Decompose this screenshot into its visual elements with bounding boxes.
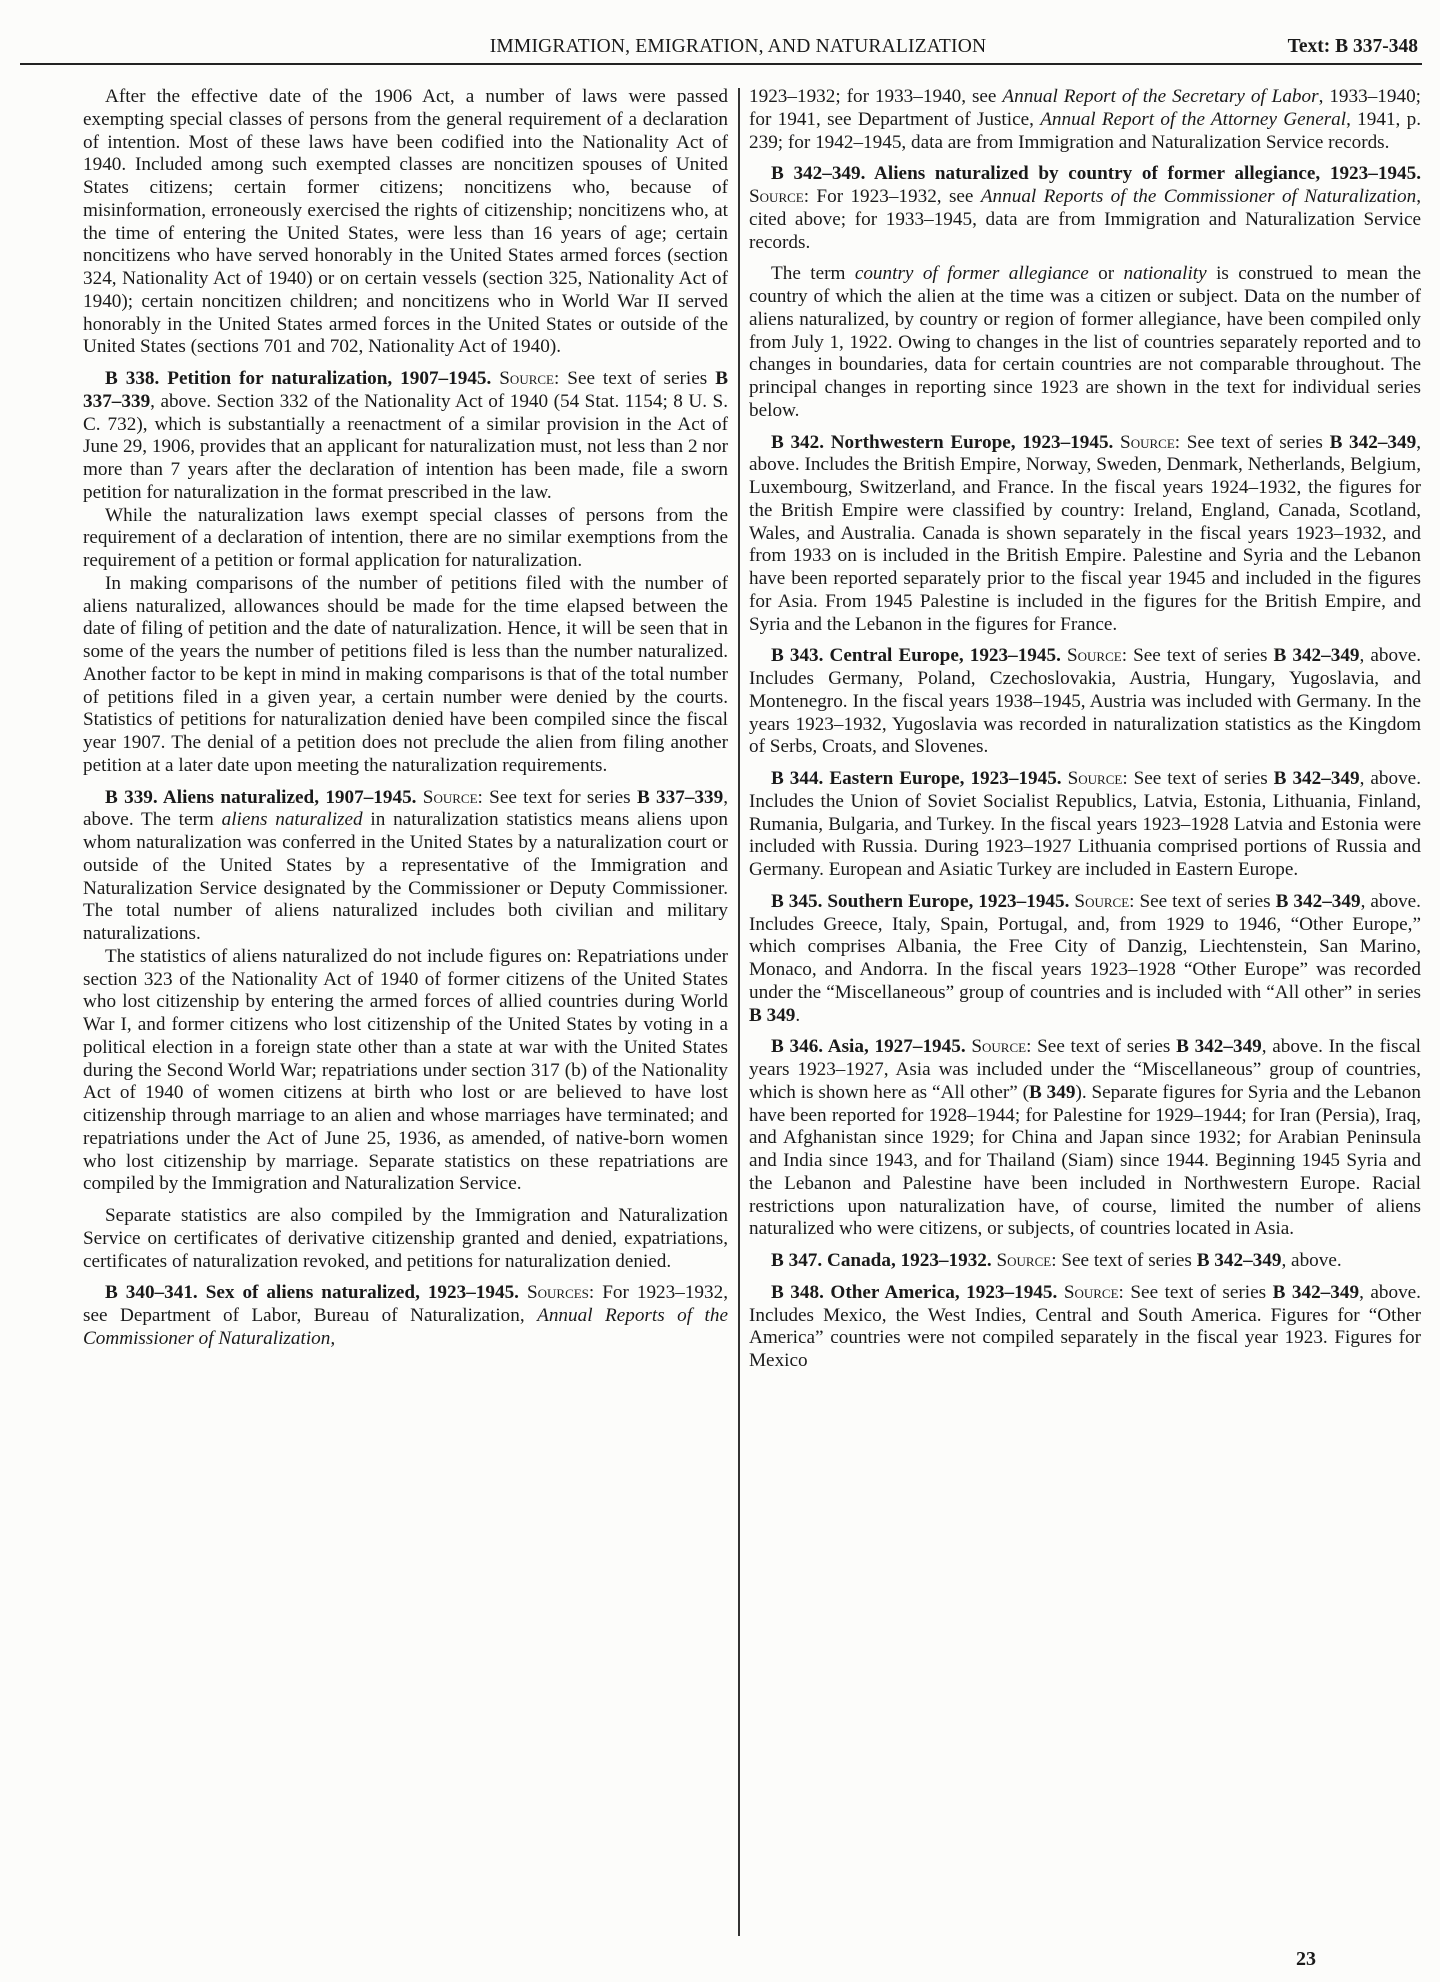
section-b345 bbox=[749, 891, 1421, 1028]
section-heading: B 342–349. Aliens naturalized by country of former allegiance, 1923–1945. bbox=[771, 163, 1421, 185]
section-text: : For 1923–1932, see Department of Labor, Bureau of Naturalization, bbox=[83, 1282, 728, 1326]
source-label: Source bbox=[971, 1036, 1027, 1058]
source-label: Source bbox=[499, 368, 554, 389]
section-text: , above. The term bbox=[83, 786, 728, 831]
section-text: ). Separate figures for Syria and the Lebanon have been reported for 1928–1944; for Palestine for 1929–1944; for Iran (Persia), Iraq, and Afghanistan since 1929; for China and Japan since 1932; for Arabian Peninsula and India since 1943, and for Thailand (Siam) since 1944. Beginning 1945 Syria and the Lebanon and Palestine have been included in Northwestern Europe. Racial restrictions upon naturalization have, of course, limited the number of aliens naturalized who were citizens, or subjects, of countries located in Asia. bbox=[749, 1081, 1421, 1240]
section-text: , above. Includes Greece, Italy, Spain, Portugal, and, from 1929 to 1946, “Other Europe,” which comprises Albania, the Free City of Danzig, Liechtenstein, San Marino, Monaco, and Andorra. In the fiscal years 1923–1928 “Other Europe” was recorded under the “Miscellaneous” group of countries and is included with “All other” in series bbox=[749, 890, 1421, 1003]
column-divider bbox=[738, 88, 740, 1936]
section-text: , 1933–1940; for 1941, see Department of Justice, bbox=[749, 86, 1421, 130]
section-text: : See text of series bbox=[554, 368, 716, 389]
section-b346 bbox=[749, 1036, 1421, 1241]
paragraph-comparisons: In making comparisons of the number of petitions filed with the number of aliens naturalized, allowances should be made for the time elapsed between the date of filing of petition and the date of naturalization. Hence, it will be seen that in some of the years the number of petitions filed is less than the number naturalized. Another factor to be kept in mind in making comparisons is that of the total number of petitions filed in a given year, a certain number were denied by the courts. Statistics of petitions for naturalization denied have been compiled since the fiscal year 1907. The denial of a petition does not preclude the alien from filing another petition at a later date upon meeting the naturalization requirements. bbox=[83, 572, 728, 776]
section-text: : See text of series bbox=[1118, 1281, 1273, 1303]
paragraph-no-exemptions: While the naturalization laws exempt special classes of persons from the requirement of a declaration of intention, there are no similar exemptions from the requirement of a petition or formal application for naturalization. bbox=[83, 504, 728, 571]
series-ref: B 342–349 bbox=[1273, 645, 1360, 667]
paragraph-country-definition bbox=[749, 263, 1421, 422]
section-text: , above. Section 332 of the Nationality Act of 1940 (54 Stat. 1154; 8 U. S. C. 732), which is substantially a reenactment of a similar provision in the Act of June 29, 1906, provides that an applicant for naturalization must, not less than 2 nor more than 7 years after the declaration of intention has been made, file a sworn petition for naturalization in the format prescribed in the law. bbox=[83, 390, 728, 503]
section-text: is construed to mean the country of which the alien at the time was a citizen or subject. Data on the number of aliens naturalized, by country or region of former allegiance, have been compiled only from July 1, 1922. Owing to changes in the list of countries separately reported and to changes in boundaries, data for certain countries are not comparable throughout. The principal changes in reporting since 1923 are shown in the text for individual series below. bbox=[749, 263, 1421, 421]
section-heading: B 345. Southern Europe, 1923–1945. bbox=[771, 890, 1070, 912]
series-ref: B 349 bbox=[1029, 1081, 1076, 1103]
section-text: , above. In the fiscal years 1923–1927, Asia was included under the “Miscellaneous” group of countries, which is shown here as “All other” ( bbox=[749, 1036, 1421, 1103]
section-b343 bbox=[749, 645, 1421, 759]
section-heading: B 340–341. Sex of aliens naturalized, 1923–1945. bbox=[105, 1282, 519, 1304]
section-heading: B 342. Northwestern Europe, 1923–1945. bbox=[771, 431, 1114, 453]
source-label: Source bbox=[1067, 768, 1123, 789]
section-text: , above. Includes Mexico, the West Indies, Central and South America. Figures for “Other America” countries were not compiled separately in the fiscal year 1923. Figures for Mexico bbox=[749, 1281, 1421, 1371]
defined-term: country of former allegiance bbox=[854, 263, 1089, 285]
section-text: : See text of series bbox=[1026, 1036, 1177, 1058]
series-ref: B 337–339 bbox=[636, 786, 724, 808]
series-ref: B 342–349 bbox=[1272, 1281, 1360, 1303]
section-b340-341-continued bbox=[749, 86, 1421, 154]
section-text: : See text for series bbox=[477, 786, 637, 808]
section-text: : For 1923–1932, see bbox=[803, 186, 981, 207]
section-text: , above. bbox=[1281, 1250, 1342, 1271]
source-label: Source bbox=[1074, 890, 1130, 912]
section-text: or bbox=[1088, 263, 1124, 285]
section-text: , cited above; for 1933–1945, data are from Immigration and Naturalization Service records. bbox=[749, 186, 1421, 253]
source-label: Source bbox=[996, 1250, 1052, 1271]
cited-title: Annual Report of the Secretary of Labor bbox=[1002, 86, 1319, 107]
cited-title: Annual Reports of the Commissioner of Naturalization bbox=[980, 186, 1417, 207]
section-text: : See text of series bbox=[1051, 1250, 1197, 1271]
series-ref: B 342–349 bbox=[1275, 890, 1361, 912]
section-b344 bbox=[749, 768, 1421, 882]
header-rule bbox=[20, 63, 1422, 65]
source-label: Source bbox=[1066, 645, 1122, 667]
cited-title: Annual Reports of the Commissioner of Naturalization, bbox=[83, 1305, 728, 1349]
source-label: Source bbox=[422, 786, 478, 808]
section-text: . bbox=[795, 1004, 801, 1026]
page-title: IMMIGRATION, EMIGRATION, AND NATURALIZATION bbox=[489, 36, 987, 57]
section-heading: B 338. Petition for naturalization, 1907–1945. bbox=[105, 368, 492, 389]
section-text: , 1941, p. 239; for 1942–1945, data are from Immigration and Naturalization Service records. bbox=[749, 108, 1421, 153]
defined-term: aliens naturalized bbox=[221, 809, 363, 831]
series-ref: B 342–349 bbox=[1273, 768, 1360, 789]
section-text: The term bbox=[771, 263, 855, 285]
left-column bbox=[83, 86, 728, 1351]
paragraph-exempted-classes: After the effective date of the 1906 Act, a number of laws were passed exempting special classes of persons from the general requirement of a declaration of intention. Most of these laws have been codified into the Nationality Act of 1940. Included among such exempted classes are noncitizen spouses of United States citizens; certain former citizens; noncitizens who, because of misinformation, erroneously exercised the rights of citizenship; noncitizens who, at the time of entering the United States, were less than 16 years of age; certain noncitizens who have served honorably in the United States armed forces (section 324, Nationality Act of 1940) or on certain vessels (section 325, Nationality Act of 1940); certain noncitizen children; and noncitizens who in World War II served honorably in the United States armed forces in the United States or outside of the United States (sections 701 and 702, Nationality Act of 1940). bbox=[83, 86, 728, 358]
section-b342-349 bbox=[749, 163, 1421, 254]
section-text: : See text of series bbox=[1121, 645, 1274, 667]
section-heading: B 347. Canada, 1923–1932. bbox=[771, 1250, 992, 1271]
section-b348 bbox=[749, 1282, 1421, 1373]
section-b339 bbox=[83, 787, 728, 946]
section-text: , above. Includes the British Empire, Norway, Sweden, Denmark, Netherlands, Belgium, Luxembourg, Switzerland, and France. In the fiscal years 1924–1932, the figures for the British Empire were classified by country: Ireland, England, Canada, Scotland, Wales, and Australia. Canada is shown separately in the fiscal years 1923–1932, and from 1933 on is included in the British Empire. Palestine and Syria and the Lebanon have been reported separately prior to the fiscal year 1945 and included in the figures for Asia. From 1945 Palestine is included in the figures for the British Empire, and Syria and the Lebanon in the figures for France. bbox=[749, 431, 1421, 635]
series-ref: B 349 bbox=[749, 1004, 796, 1026]
series-ref: B 337–339 bbox=[83, 368, 728, 412]
section-heading: B 346. Asia, 1927–1945. bbox=[771, 1036, 966, 1058]
section-text: 1923–1932; for 1933–1940, see bbox=[749, 86, 1003, 107]
section-b347 bbox=[749, 1250, 1421, 1273]
source-label: Sources bbox=[526, 1282, 589, 1304]
section-b338 bbox=[83, 368, 728, 505]
right-column bbox=[749, 86, 1421, 1373]
paragraph-separate-statistics: Separate statistics are also compiled by the Immigration and Naturalization Service on certificates of derivative citizenship granted and denied, expatriations, certificates of naturalization revoked, and petitions for naturalization denied. bbox=[83, 1205, 728, 1272]
cited-title: Annual Report of the Attorney General bbox=[1040, 108, 1347, 130]
paragraph-repatriations: The statistics of aliens naturalized do not include figures on: Repatriations under section 323 of the Nationality Act of 1940 of former citizens of the United States who lost citizenship by entering the armed forces of allied countries during World War I, and former citizens who lost citizenship of the United States by voting in a political election in a foreign state other than a state at war with the United States during the Second World War; repatriations under section 317 (b) of the Nationality Act of 1940 of women citizens at birth who lost or are believed to have lost citizenship through marriage to an alien and whose marriages have terminated; and repatriations under the Act of June 25, 1936, as amended, of native-born women who lost citizenship by marriage. Separate statistics on these repatriations are compiled by the Immigration and Naturalization Service. bbox=[83, 945, 728, 1195]
section-text: , above. Includes Germany, Poland, Czechoslovakia, Austria, Hungary, Yugoslavia, and Montenegro. In the fiscal years 1938–1945, Austria was included with Germany. In the years 1923–1932, Yugoslavia was recorded in naturalization statistics as the Kingdom of Serbs, Croats, and Slovenes. bbox=[749, 645, 1422, 758]
defined-term: nationality bbox=[1123, 263, 1207, 285]
section-heading: B 343. Central Europe, 1923–1945. bbox=[771, 645, 1061, 667]
series-reference: Text: B 337-348 bbox=[1287, 36, 1418, 57]
section-text: , above. Includes the Union of Soviet Socialist Republics, Latvia, Estonia, Lithuania, Finland, Rumania, Bulgaria, and Turkey. In the fiscal years 1923–1928 Latvia and Estonia were included with Russia. During 1923–1927 Lithuania comprised portions of Russia and Germany. European and Asiatic Turkey are included in Eastern Europe. bbox=[749, 768, 1421, 880]
source-label: Source bbox=[749, 186, 804, 207]
section-heading: B 344. Eastern Europe, 1923–1945. bbox=[771, 768, 1062, 789]
series-ref: B 342–349 bbox=[1176, 1036, 1262, 1058]
series-ref: B 342–349 bbox=[1329, 431, 1417, 453]
section-text: : See text of series bbox=[1122, 768, 1274, 789]
section-text: : See text of series bbox=[1129, 890, 1276, 912]
section-b342 bbox=[749, 432, 1421, 637]
source-label: Source bbox=[1120, 431, 1175, 453]
source-label: Source bbox=[1063, 1281, 1119, 1303]
section-heading: B 348. Other America, 1923–1945. bbox=[771, 1281, 1058, 1303]
section-b340-341 bbox=[83, 1282, 728, 1350]
section-text: in naturalization statistics means aliens upon whom naturalization was conferred in the United States by a naturalization court or outside of the United States by a representative of the Immigration and Naturalization Service designated by the Commissioner or Deputy Commissioner. The total number of aliens naturalized includes both civilian and military naturalizations. bbox=[83, 809, 728, 944]
series-ref: B 342–349 bbox=[1196, 1250, 1282, 1271]
section-heading: B 339. Aliens naturalized, 1907–1945. bbox=[105, 786, 417, 808]
section-text: : See text of series bbox=[1174, 431, 1330, 453]
page-number: 23 bbox=[1296, 1948, 1316, 1970]
